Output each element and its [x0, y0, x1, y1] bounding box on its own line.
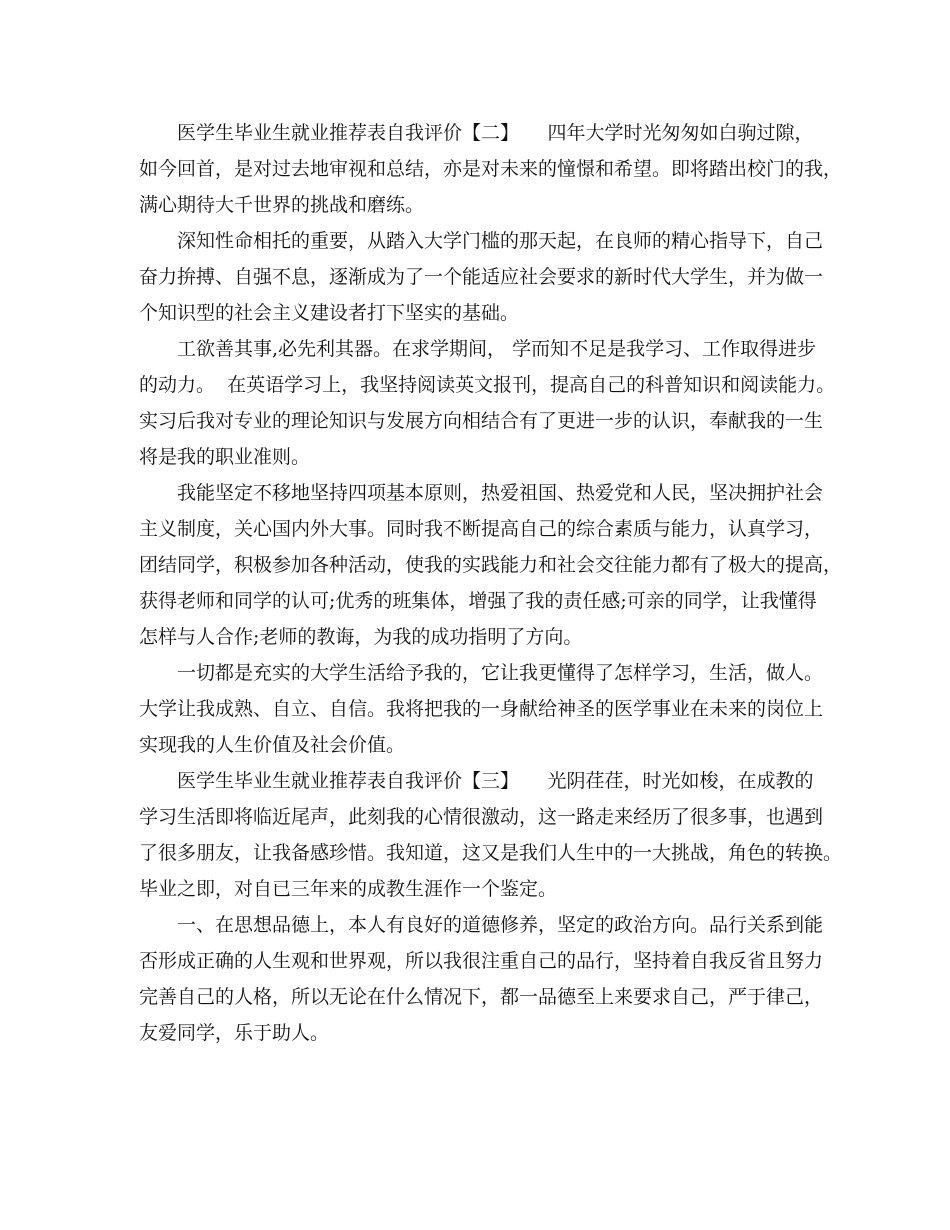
- text-line: 学习生活即将临近尾声，此刻我的心情很激动，这一路走来经历了很多事，也遇到: [139, 806, 824, 828]
- text-line: 友爱同学，乐于助人。: [139, 1022, 330, 1044]
- text-line: 满心期待大千世界的挑战和磨练。: [139, 194, 425, 216]
- text-line: 实现我的人生价值及社会价值。: [139, 734, 406, 756]
- text-line: 完善自己的人格，所以无论在什么情况下，都一品德至上来要求自己，严于律己，: [139, 986, 824, 1008]
- text-line: 一、在思想品德上，本人有良好的道德修养，坚定的政治方向。品行关系到能: [177, 914, 824, 936]
- text-line: 获得老师和同学的认可;优秀的班集体，增强了我的责任感;可亲的同学，让我懂得: [139, 590, 817, 612]
- text-line: 毕业之即，对自已三年来的成教生涯作一个鉴定。: [139, 878, 558, 900]
- text-line: 大学让我成熟、自立、自信。我将把我的一身献给神圣的医学事业在未来的岗位上: [139, 698, 824, 720]
- text-line: 工欲善其事,必先利其器。在求学期间， 学而知不足是我学习、工作取得进步: [177, 338, 817, 360]
- text-line: 团结同学，积极参加各种活动，使我的实践能力和社会交往能力都有了极大的提高，: [139, 554, 843, 576]
- text-line: 医学生毕业生就业推荐表自我评价【三】 光阴荏荏，时光如梭，在成教的: [177, 770, 814, 792]
- text-line: 实习后我对专业的理论知识与发展方向相结合有了更进一步的认识，奉献我的一生: [139, 410, 824, 432]
- text-line: 如今回首，是对过去地审视和总结，亦是对未来的憧憬和希望。即将踏出校门的我，: [139, 158, 843, 180]
- text-line: 深知性命相托的重要，从踏入大学门槛的那天起，在良师的精心指导下，自己: [177, 230, 824, 252]
- text-line: 医学生毕业生就业推荐表自我评价【二】 四年大学时光匆匆如白驹过隙，: [177, 122, 814, 144]
- text-line: 否形成正确的人生观和世界观，所以我很注重自己的品行，坚持着自我反省且努力: [139, 950, 824, 972]
- text-line: 主义制度，关心国内外大事。同时我不断提高自己的综合素质与能力，认真学习，: [139, 518, 824, 540]
- text-line: 将是我的职业准则。: [139, 446, 311, 468]
- text-line: 的动力。 在英语学习上，我坚持阅读英文报刊，提高自己的科普知识和阅读能力。: [139, 374, 836, 396]
- text-line: 奋力拚搏、自强不息，逐渐成为了一个能适应社会要求的新时代大学生，并为做一: [139, 266, 824, 288]
- text-line: 了很多朋友，让我备感珍惜。我知道，这又是我们人生中的一大挑战，角色的转换。: [139, 842, 843, 864]
- text-line: 我能坚定不移地坚持四项基本原则，热爱祖国、热爱党和人民，坚决拥护社会: [177, 482, 824, 504]
- text-line: 一切都是充实的大学生活给予我的，它让我更懂得了怎样学习，生活，做人。: [177, 662, 824, 684]
- text-line: 怎样与人合作;老师的教诲，为我的成功指明了方向。: [139, 626, 583, 648]
- text-line: 个知识型的社会主义建设者打下坚实的基础。: [139, 302, 520, 324]
